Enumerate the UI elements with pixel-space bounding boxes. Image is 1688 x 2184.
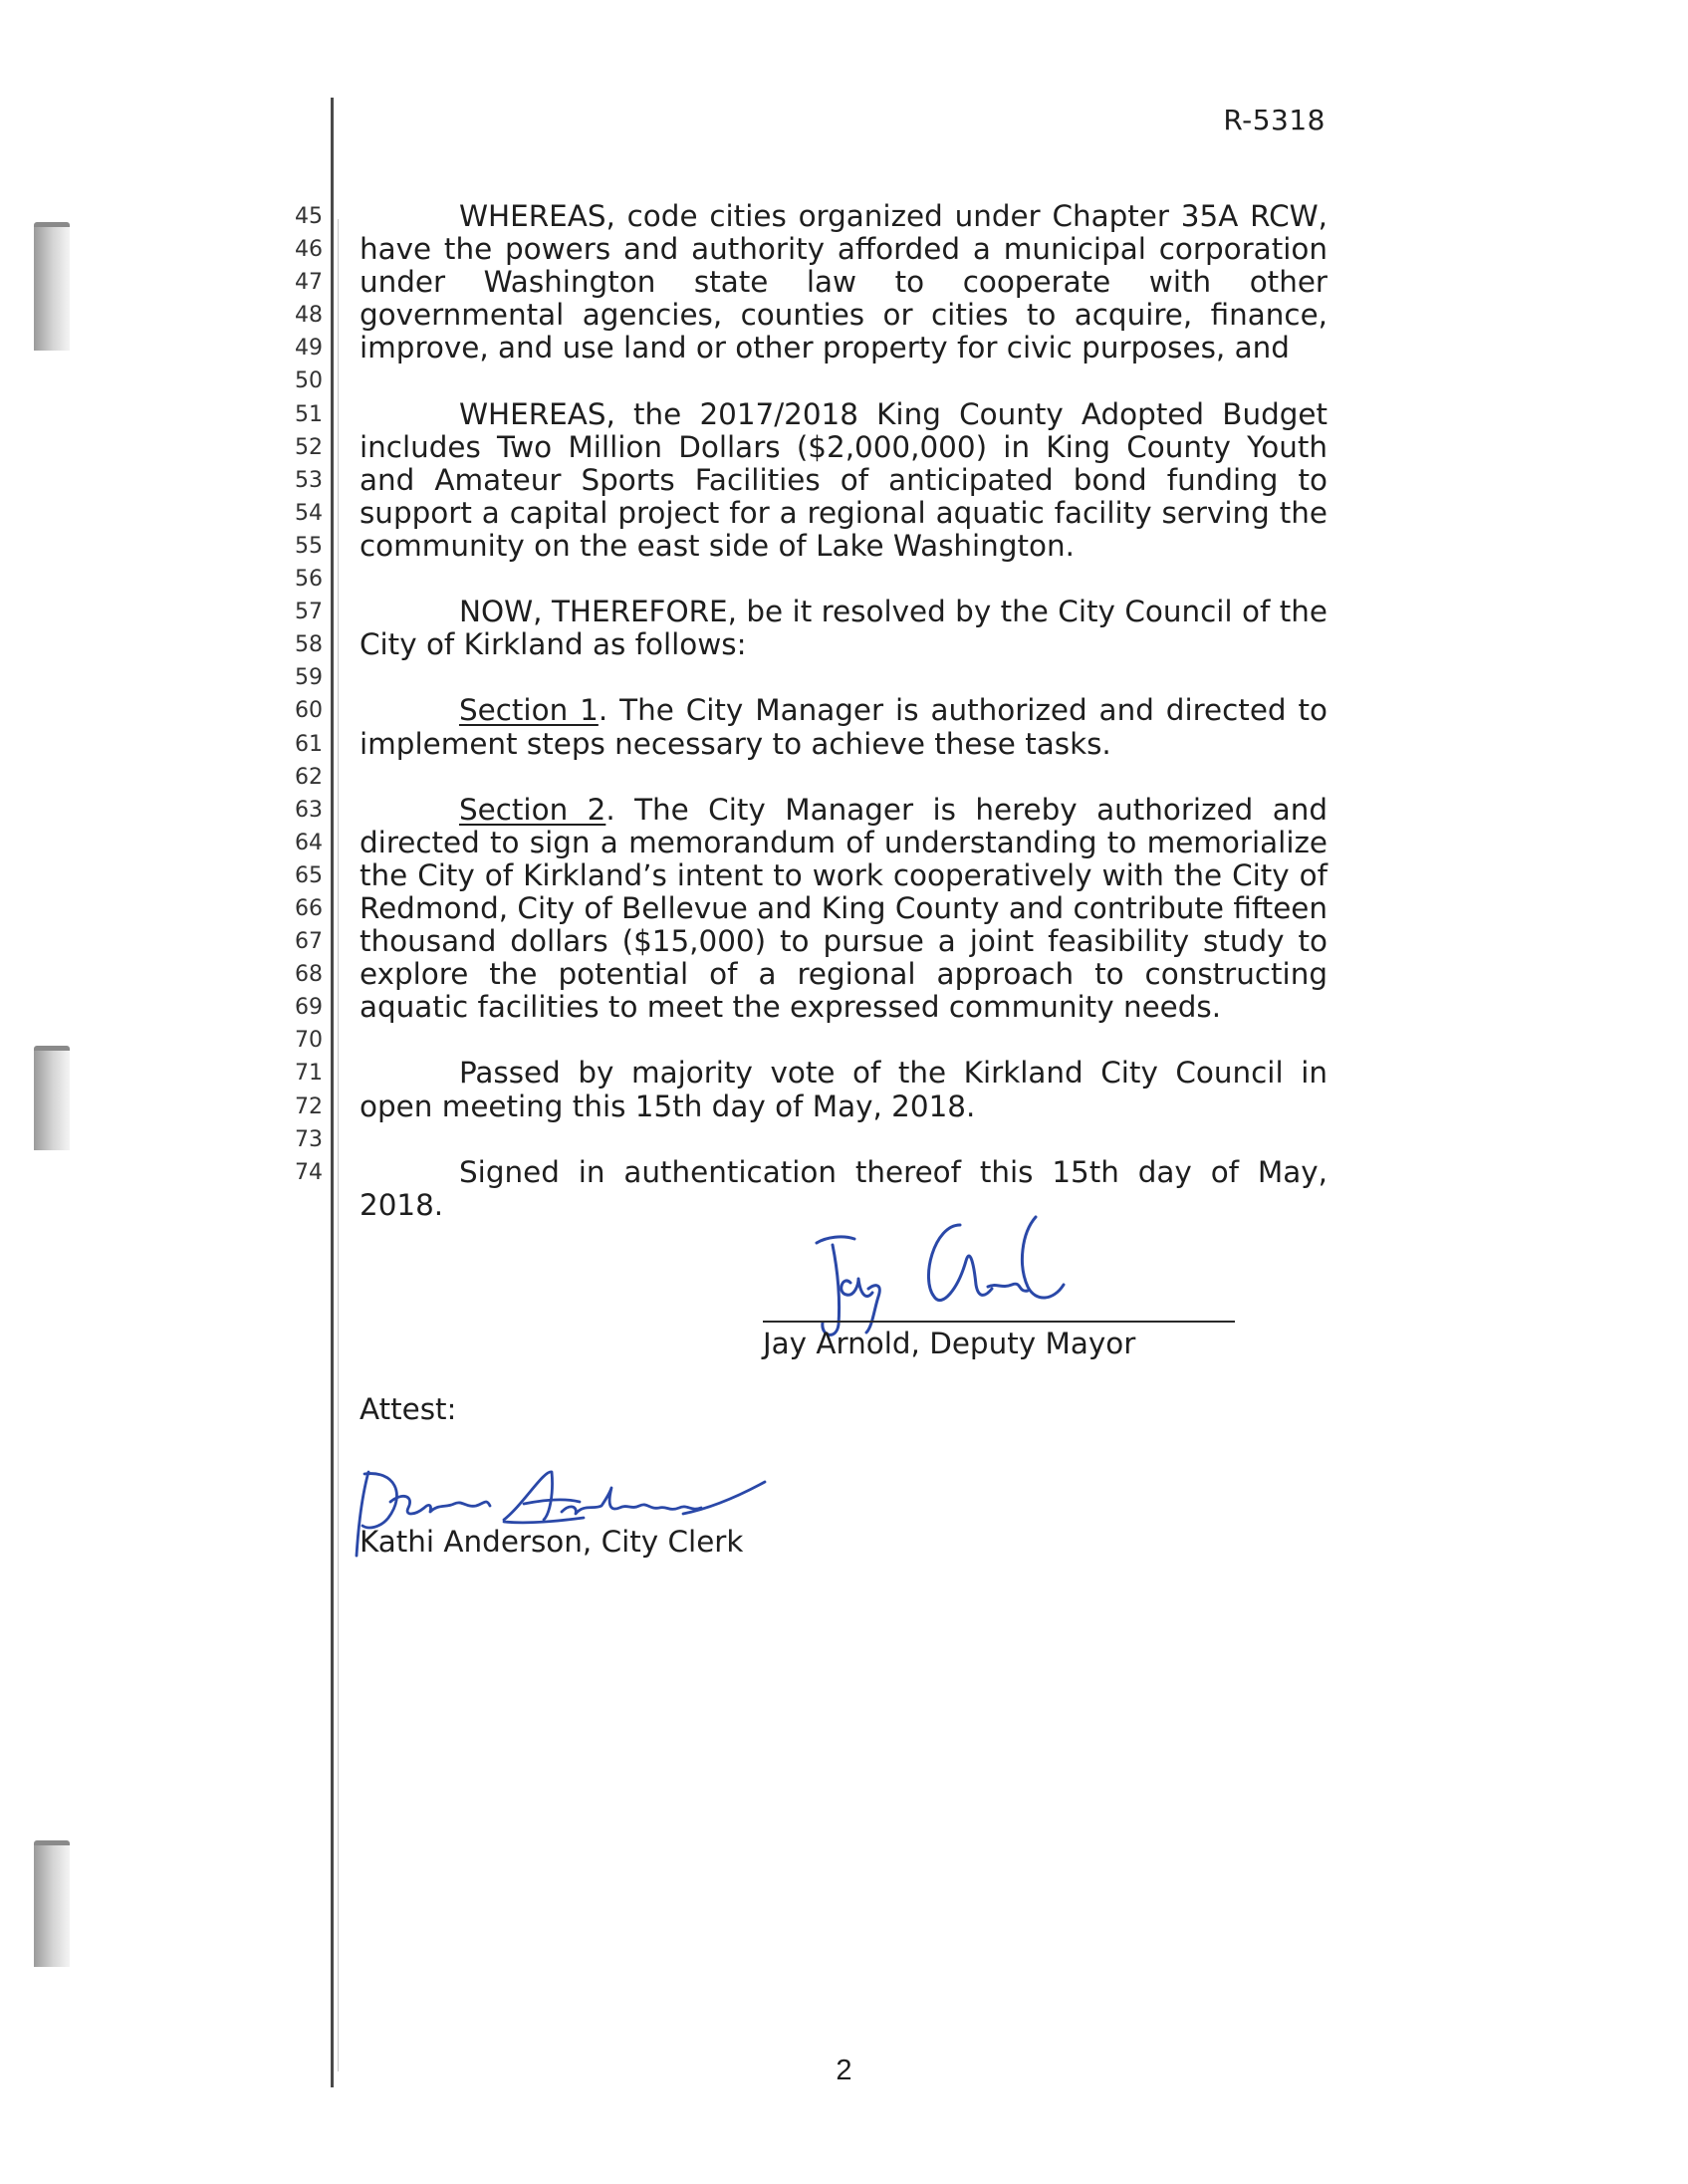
line-number: 71 (295, 1061, 323, 1087)
line-number: 53 (295, 467, 323, 493)
line-number: 69 (295, 995, 323, 1021)
line-number: 64 (295, 830, 323, 855)
line-number: 54 (295, 500, 323, 526)
binder-tab-bottom (34, 1840, 70, 1967)
line-number: 49 (295, 336, 323, 362)
whereas-paragraph-budget: WHEREAS, the 2017/2018 King County Adopted Budget includes Two Million Dollars ($2,000,000) in King County Youth and Amateur Sports Facilities of anticipated bond funding to support a capital project for a regional aquatic facility serving the community on the east side of Lake Washington. (360, 396, 1327, 563)
attest-label: Attest: (360, 1392, 457, 1426)
line-number: 47 (295, 270, 323, 296)
section-1-text: . The City Manager is authorized and directed to implement steps necessary to achieve these tasks. (360, 693, 1327, 761)
line-number: 55 (295, 533, 323, 559)
city-clerk-signature-block (355, 1464, 793, 1564)
line-number: 56 (295, 567, 323, 593)
line-number: 57 (295, 600, 323, 625)
line-number: 45 (295, 204, 323, 229)
line-number: 70 (295, 1028, 323, 1054)
line-number: 62 (295, 764, 323, 790)
resolved-paragraph: NOW, THEREFORE, be it resolved by the City Council of the City of Kirkland as follows: (360, 595, 1327, 662)
section-2-text: . The City Manager is hereby authorized and directed to sign a memorandum of understanding to memorialize the City of Kirkland’s intent to work cooperatively with the City of Redmond, City of Bellevue and King County and contribute fifteen thousand dollars ($15,000) to pursue a joint feasibility study to explore the potential of a regional approach to constructing aquatic facilities to meet the expressed community needs. (360, 792, 1327, 1025)
line-number-column (279, 200, 323, 1189)
whereas-paragraph-civic-powers: WHEREAS, code cities organized under Chapter 35A RCW, have the powers and authority afforded a municipal corporation under Washington state law to cooperate with other governmental agencies, counties or cities to acquire, finance, improve, and use land or other property for civic purposes, and (360, 199, 1327, 365)
line-number: 51 (295, 401, 323, 427)
line-number: 65 (295, 862, 323, 888)
line-number: 52 (295, 434, 323, 460)
line-number: 67 (295, 929, 323, 955)
line-number: 59 (295, 665, 323, 691)
margin-rule (331, 98, 334, 2087)
line-number: 63 (295, 797, 323, 823)
signature-line (763, 1321, 1235, 1323)
line-number: 72 (295, 1093, 323, 1119)
line-number: 60 (295, 698, 323, 724)
deputy-mayor-signature (803, 1205, 1121, 1344)
line-number: 66 (295, 895, 323, 921)
line-number: 48 (295, 303, 323, 329)
binder-tab-middle (34, 1046, 70, 1150)
page-number: 2 (836, 2055, 852, 2086)
line-number: 50 (295, 368, 323, 394)
city-clerk-name: Kathi Anderson, City Clerk (360, 1525, 744, 1559)
deputy-mayor-name: Jay Arnold, Deputy Mayor (763, 1327, 1136, 1360)
section-1-paragraph (360, 694, 1327, 760)
document-number: R-5318 (1223, 104, 1326, 136)
binder-tab-top (34, 222, 70, 351)
line-number: 68 (295, 962, 323, 988)
line-number: 73 (295, 1126, 323, 1152)
section-2-heading: Section 2 (459, 792, 606, 827)
section-1-heading: Section 1 (459, 693, 599, 728)
signed-paragraph: Signed in authentication thereof this 15th day of May, 2018. (360, 1154, 1327, 1222)
line-number: 46 (295, 237, 323, 263)
line-number: 61 (295, 731, 323, 757)
line-number: 74 (295, 1159, 323, 1185)
margin-rule-secondary (338, 219, 339, 2071)
passed-paragraph: Passed by majority vote of the Kirkland City Council in open meeting this 15th day of May, 2018. (360, 1056, 1327, 1123)
section-2-paragraph (360, 794, 1327, 1025)
resolution-body (360, 200, 1327, 1222)
line-number: 58 (295, 632, 323, 658)
